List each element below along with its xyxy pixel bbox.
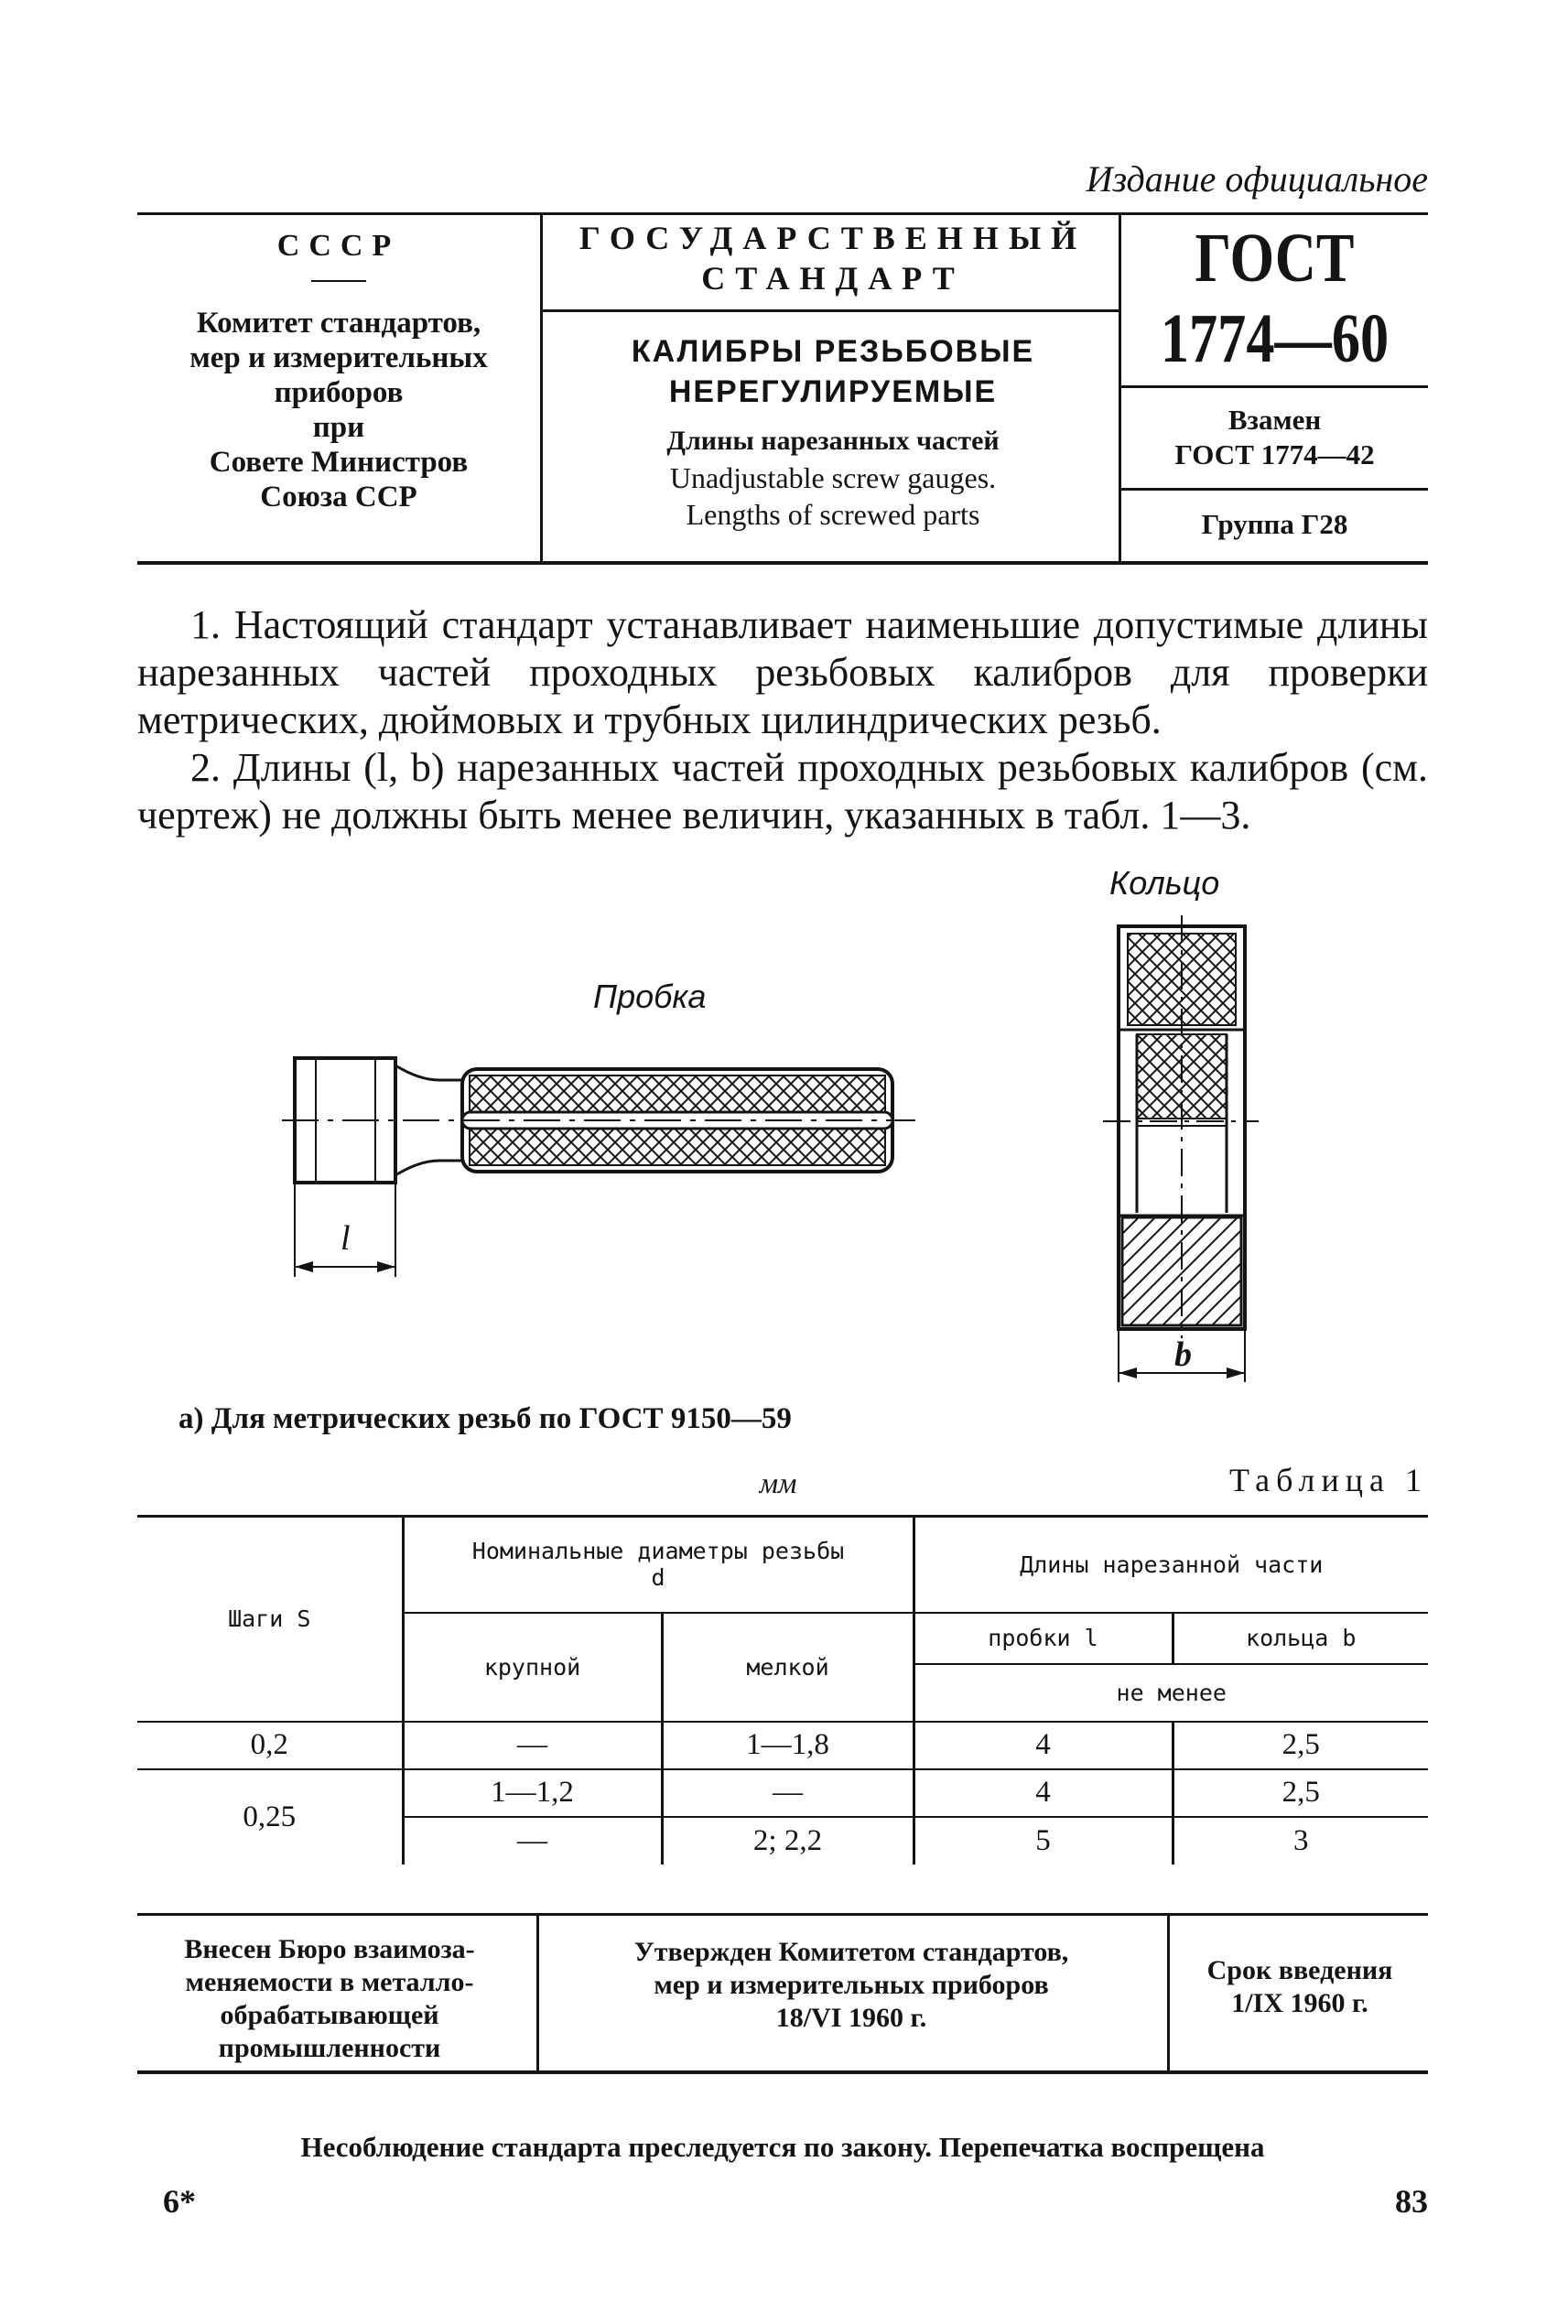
plug-dimension-label: l <box>341 1219 351 1258</box>
footer-bottom-rule <box>137 2070 1428 2074</box>
col-diameter-group-header: Номинальные диаметры резьбы d <box>403 1517 914 1613</box>
state-standard-line: СТАНДАРТ <box>701 260 965 297</box>
state-standard-line: ГОСУДАРСТВЕННЫЙ <box>579 220 1087 256</box>
effective-line: Срок введения <box>1206 1955 1393 1985</box>
col-ring-header: кольца b <box>1173 1613 1428 1664</box>
committee-line: Совете Министров <box>209 446 469 479</box>
footer-divider-left <box>536 1913 539 2074</box>
committee-line: приборов <box>274 376 404 409</box>
cell-plug: 4 <box>914 1722 1173 1769</box>
col-pitch-header: Шаги S <box>137 1517 403 1722</box>
subtitle-ru: Длины нарезанных частей <box>666 426 1000 456</box>
plug-caption: Пробка <box>593 978 707 1015</box>
cell-plug: 4 <box>914 1769 1173 1817</box>
cell-coarse: 1—1,2 <box>403 1769 662 1817</box>
cell-pitch: 0,2 <box>137 1722 403 1769</box>
lengths-table <box>137 1515 1428 1865</box>
introduced-line: меняемости в металло- <box>185 1967 474 1997</box>
subtitle-en-line: Lengths of screwed parts <box>686 498 980 531</box>
cell-ring: 3 <box>1173 1817 1428 1865</box>
copyright-warning: Несоблюдение стандарта преследуется по закону. Перепечатка воспрещена <box>300 2131 1265 2163</box>
introduced-line: Внесен Бюро взаимоза- <box>184 1934 475 1964</box>
paragraph: 1. Настоящий стандарт устанавливает наименьшие допустимые длины нарезанных частей проходных резьбовых калибров для проверки метрических, дюймовых и трубных цилиндрических резьб. <box>137 602 1428 742</box>
subtitle-en-line: Unadjustable screw gauges. <box>669 461 997 494</box>
effective-date <box>1172 1954 1428 2020</box>
ussr-label: СССР <box>276 229 401 263</box>
approved-by <box>540 1936 1162 2035</box>
title-line: НЕРЕГУЛИРУЕМЫЕ <box>668 374 998 409</box>
approved-line: Утвержден Комитетом стандартов, <box>633 1937 1069 1967</box>
footer-divider-right <box>1167 1913 1170 2074</box>
col-coarse-header: крупной <box>403 1613 662 1722</box>
cell-pitch: 0,25 <box>243 1800 297 1833</box>
cell-fine: 2; 2,2 <box>662 1817 914 1865</box>
approved-line: 18/VI 1960 г. <box>775 2003 927 2033</box>
approved-line: мер и измерительных приборов <box>654 1970 1049 2000</box>
section-subtitle: а) Для метрических резьб по ГОСТ 9150—59 <box>178 1402 792 1435</box>
committee-line: при <box>312 411 365 444</box>
table-row <box>137 1769 1428 1817</box>
signature-mark: 6* <box>163 2183 196 2220</box>
col-fine-header: мелкой <box>662 1613 914 1722</box>
ring-caption: Кольцо <box>1109 864 1220 902</box>
col-plug-header: пробки l <box>914 1613 1173 1664</box>
replaces-line: Взамен <box>1227 404 1322 436</box>
group-label: Группа Г28 <box>1201 508 1348 540</box>
cell-coarse: — <box>403 1817 662 1865</box>
cell-plug: 5 <box>914 1817 1173 1865</box>
effective-line: 1/IX 1960 г. <box>1231 1988 1368 2018</box>
gost-code-line: 1774—60 <box>1160 300 1390 377</box>
table-label: Таблица 1 <box>1229 1462 1428 1498</box>
paragraph: 2. Длины (l, b) нарезанных частей проходных резьбовых калибров (см. чертеж) не должны быть менее величин, указанных в табл. 1—3. <box>137 745 1428 838</box>
introduced-line: обрабатывающей <box>220 2000 439 2030</box>
table-row <box>137 1722 1428 1769</box>
edition-label: Издание официальное <box>1086 158 1428 200</box>
plug-gauge <box>282 1058 915 1277</box>
cell-fine: 1—1,8 <box>662 1722 914 1769</box>
committee-line: Комитет стандартов, <box>196 307 481 340</box>
unit-label: мм <box>759 1466 797 1499</box>
ring-dimension-label: b <box>1174 1335 1192 1374</box>
introduced-line: промышленности <box>218 2033 441 2063</box>
committee-line: мер и измерительных <box>189 341 488 374</box>
footer-top-rule <box>137 1913 1428 1916</box>
page-number: 83 <box>1395 2183 1428 2220</box>
col-length-group-header: Длины нарезанной части <box>914 1517 1428 1613</box>
cell-coarse: — <box>403 1722 662 1769</box>
gost-code-line: ГОСТ <box>1195 220 1355 297</box>
cell-ring: 2,5 <box>1173 1769 1428 1817</box>
committee-line: Союза ССР <box>260 481 417 513</box>
ring-gauge <box>1103 915 1259 1382</box>
replaces-line: ГОСТ 1774—42 <box>1174 438 1375 470</box>
introduced-by <box>137 1933 522 2065</box>
col-not-less-header: не менее <box>914 1664 1428 1722</box>
cell-ring: 2,5 <box>1173 1722 1428 1769</box>
cell-fine: — <box>662 1769 914 1817</box>
title-line: КАЛИБРЫ РЕЗЬБОВЫЕ <box>631 334 1035 369</box>
